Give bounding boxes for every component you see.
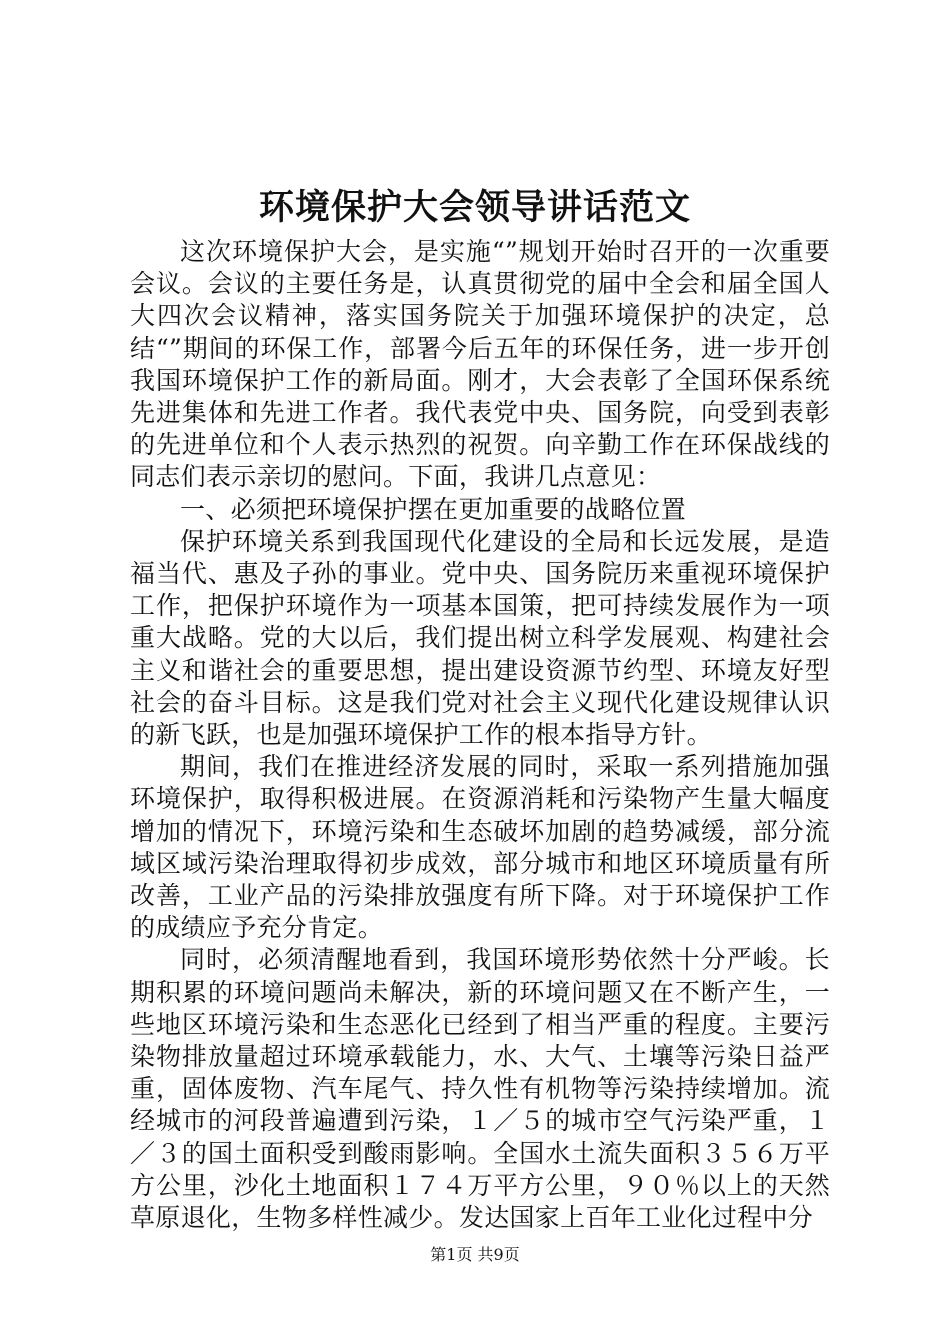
paragraph-intro: 这次环境保护大会，是实施“”规划开始时召开的一次重要会议。会议的主要任务是，认真贯彻党的届中全会和届全国人大四次会议精神，落实国务院关于加强环境保护的决定，总结“”期间的环保工作，部署今后五年的环保任务，进一步开创我国环境保护工作的新局面。刚才，大会表彰了全国环保系统先进集体和先进工作者。我代表党中央、国务院，向受到表彰的先进单位和个人表示热烈的祝贺。向辛勤工作在环保战线的同志们表示亲切的慰问。下面，我讲几点意见： (130, 237, 830, 492)
section-heading-1: 一、必须把环境保护摆在更加重要的战略位置 (180, 494, 687, 524)
page-number-footer: 第1页 共9页 (430, 1245, 520, 1264)
paragraph-progress: 期间，我们在推进经济发展的同时，采取一系列措施加强环境保护，取得积极进展。在资源消耗和污染物产生量大幅度增加的情况下，环境污染和生态破坏加剧的趋势减缓，部分流域区域污染治理取得初步成效，部分城市和地区环境质量有所改善，工业产品的污染排放强度有所下降。对于环境保护工作的成绩应予充分肯定。 (130, 752, 830, 943)
document-title: 环境保护大会领导讲话范文 (258, 187, 691, 228)
document-body (130, 236, 830, 1234)
paragraph-situation: 同时，必须清醒地看到，我国环境形势依然十分严峻。长期积累的环境问题尚未解决，新的环境问题又在不断产生，一些地区环境污染和生态恶化已经到了相当严重的程度。主要污染物排放量超过环境承载能力，水、大气、土壤等污染日益严重，固体废物、汽车尾气、持久性有机物等污染持续增加。流经城市的河段普遍遭到污染，１／５的城市空气污染严重，１／３的国土面积受到酸雨影响。全国水土流失面积３５６万平方公里，沙化土地面积１７４万平方公里，９０％以上的天然草原退化，生物多样性减少。发达国家上百年工业化过程中分 (130, 945, 830, 1233)
paragraph-importance: 保护环境关系到我国现代化建设的全局和长远发展，是造福当代、惠及子孙的事业。党中央、国务院历来重视环境保护工作，把保护环境作为一项基本国策，把可持续发展作为一项重大战略。党的大以后，我们提出树立科学发展观、构建社会主义和谐社会的重要思想，提出建设资源节约型、环境友好型社会的奋斗目标。这是我们党对社会主义现代化建设规律认识的新飞跃，也是加强环境保护工作的根本指导方针。 (130, 526, 830, 750)
